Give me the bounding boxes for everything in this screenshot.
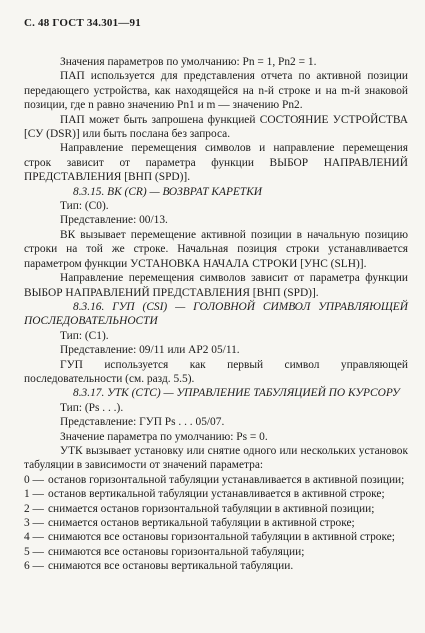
representation-line: Представление: 00/13. bbox=[60, 214, 168, 227]
list-item bbox=[24, 530, 408, 544]
list-item-text: снимаются все остановы горизонтальной табуляции; bbox=[47, 545, 305, 558]
list-item-text: снимаются все остановы вертикальной табуляции. bbox=[47, 560, 294, 573]
page-header: С. 48 ГОСТ 34.301—91 bbox=[24, 17, 141, 29]
list-item-number: 0 — bbox=[24, 473, 44, 486]
list-item-number: 5 — bbox=[24, 545, 44, 558]
defaults-line: Значения параметров по умолчанию: Pn = 1, Pn2 = 1. bbox=[60, 56, 317, 68]
paragraph: ВК вызывает перемещение активной позиции в начальную позицию строки на той же строке. Начальная позиция строки устанавливается параметром функции УСТАНОВКА НАЧАЛА СТРОКИ [УНС (SLH)]. bbox=[24, 228, 408, 270]
list-item-text: останов горизонтальной табуляции устанавливается в активной позиции; bbox=[47, 473, 405, 486]
type-line: Тип: (C1). bbox=[60, 329, 109, 342]
list-item-text: снимается останов вертикальной табуляции в активной строке; bbox=[47, 517, 355, 529]
paragraph: ПАП может быть запрошена функцией СОСТОЯНИЕ УСТРОЙСТВА [СУ (DSR)] или быть послана без запроса. bbox=[24, 113, 408, 141]
section-heading-8-3-15: 8.3.15. ВК (CR) — ВОЗВРАТ КАРЕТКИ bbox=[73, 185, 262, 198]
type-line: Тип: (Ps . . .). bbox=[60, 401, 124, 414]
representation-line: Представление: ГУП Ps . . . 05/07. bbox=[60, 416, 225, 429]
list-item-text: останов вертикальной табуляции устанавливается в активной строке; bbox=[47, 488, 385, 501]
representation-line: Представление: 09/11 или АР2 05/11. bbox=[60, 344, 240, 357]
type-line: Тип: (C0). bbox=[60, 200, 109, 213]
list-item bbox=[24, 559, 408, 573]
list-item-number: 2 — bbox=[24, 502, 44, 515]
paragraph: УТК вызывает установку или снятие одного или нескольких установок табуляции в зависимости от значений параметра: bbox=[24, 444, 408, 472]
list-item-number: 6 — bbox=[24, 560, 44, 573]
paragraph: ПАП используется для представления отчета по активной позиции передающего устройства, как находящейся на n-й строке и на m-й знаковой позиции, где n равно значению Pn1 и m — значению Pn2. bbox=[24, 70, 408, 112]
defaults-line: Значение параметра по умолчанию: Ps = 0. bbox=[60, 430, 268, 443]
paragraph: ГУП используется как первый символ управляющей последовательности (см. разд. 5.5). bbox=[24, 358, 408, 385]
document-body bbox=[24, 55, 408, 574]
list-item bbox=[24, 487, 408, 501]
list-item-text: снимается останов горизонтальной табуляции в активной позиции; bbox=[47, 502, 375, 515]
list-item-text: снимаются все остановы горизонтальной табуляции в активной строке; bbox=[47, 531, 395, 544]
list-item bbox=[24, 473, 408, 487]
list-item-number: 3 — bbox=[24, 517, 44, 529]
paragraph: Направление перемещения символов зависит от параметра функции ВЫБОР НАПРАВЛЕНИЙ ПРЕДСТАВЛЕНИЯ [ВНП (SPD)]. bbox=[24, 272, 408, 299]
list-item-number: 4 — bbox=[24, 531, 44, 544]
list-item bbox=[24, 545, 408, 559]
list-item bbox=[24, 502, 408, 516]
section-heading-8-3-17: 8.3.17. УТК (CTC) — УПРАВЛЕНИЕ ТАБУЛЯЦИЕЙ ПО КУРСОРУ bbox=[73, 387, 400, 400]
paragraph: Направление перемещения символов и направление перемещения строк зависит от параметра функции ВЫБОР НАПРАВЛЕНИЙ ПРЕДСТАВЛЕНИЯ [ВНП (SPD)]. bbox=[24, 142, 408, 184]
list-item-number: 1 — bbox=[24, 488, 44, 501]
list-item bbox=[24, 516, 408, 530]
section-heading-8-3-16: 8.3.16. ГУП (CSI) — ГОЛОВНОЙ СИМВОЛ УПРАВЛЯЮЩЕЙ ПОСЛЕДОВАТЕЛЬНОСТИ bbox=[24, 300, 408, 328]
